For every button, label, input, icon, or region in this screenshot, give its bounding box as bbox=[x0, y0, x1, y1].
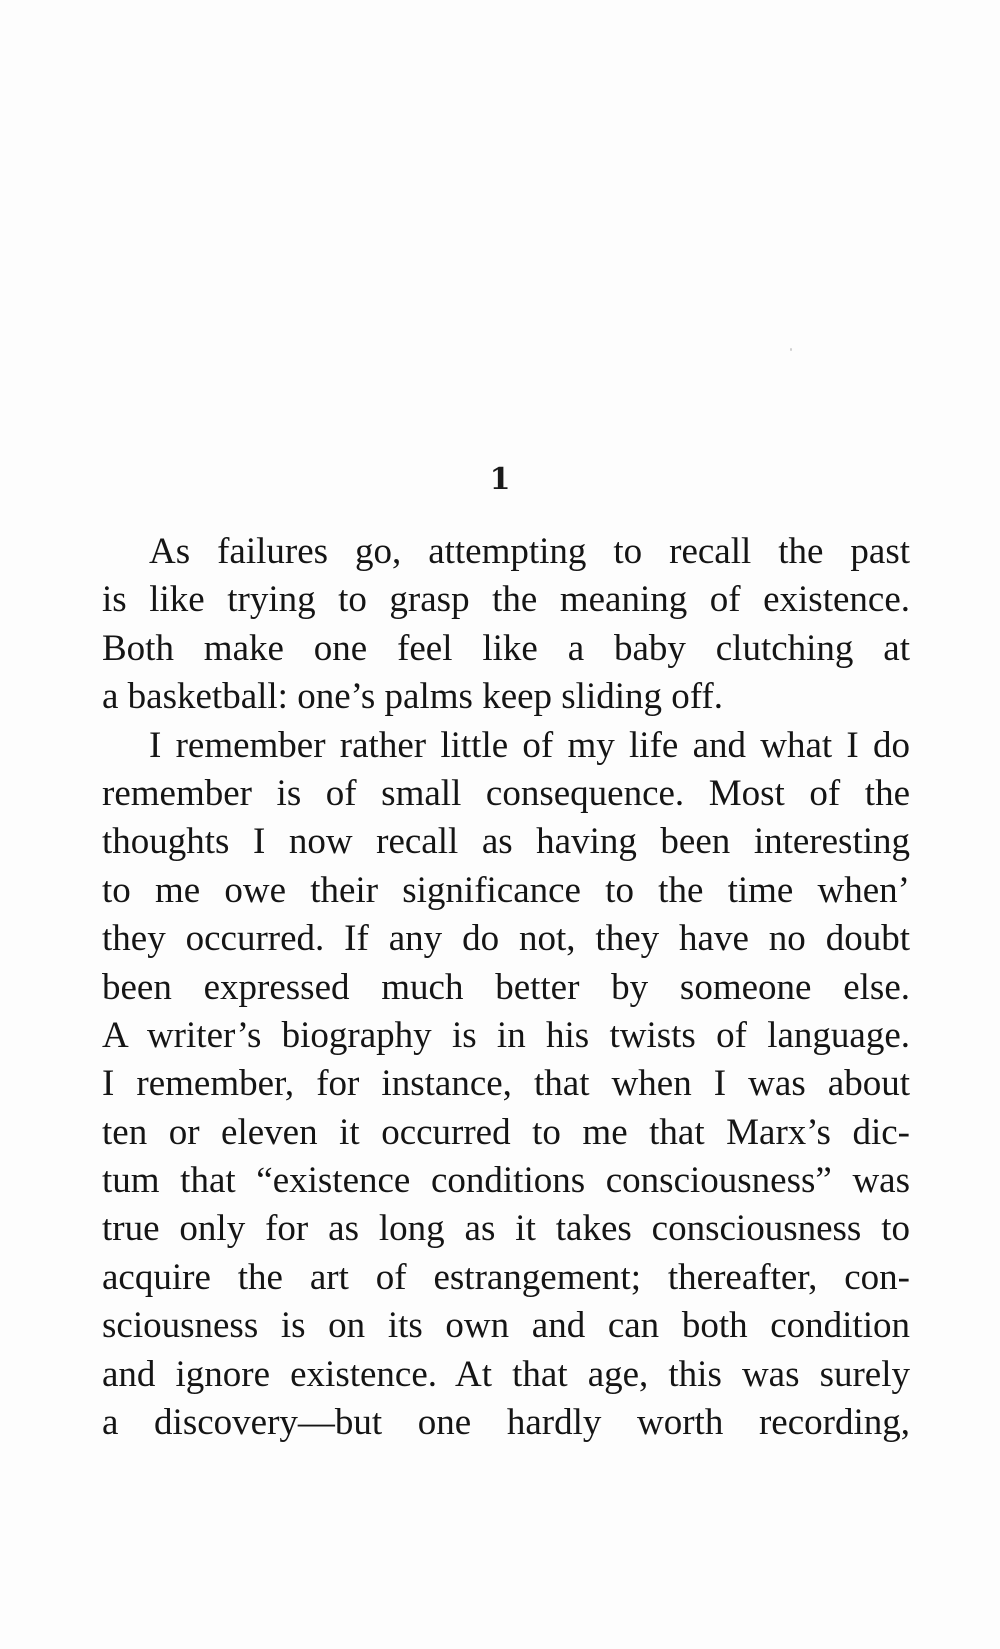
text-line: remember is of small consequence. Most of the bbox=[102, 772, 910, 814]
text-line: tum that “existence conditions consciousness” was bbox=[102, 1160, 910, 1202]
text-line: Both make one feel like a baby clutching at bbox=[102, 627, 910, 669]
text-line: they occurred. If any do not, they have no doubt bbox=[102, 918, 910, 960]
text-line: is like trying to grasp the meaning of existence. bbox=[102, 579, 910, 621]
chapter-number: 1 bbox=[489, 462, 511, 497]
text-line: As failures go, attempting to recall the past bbox=[149, 531, 910, 572]
text-line: acquire the art of estrangement; thereafter, con- bbox=[102, 1256, 910, 1298]
text-line: sciousness is on its own and can both condition bbox=[102, 1305, 910, 1347]
text-line: ten or eleven it occurred to me that Marx’s dic- bbox=[102, 1111, 910, 1153]
text-line: A writer’s biography is in his twists of language. bbox=[102, 1014, 910, 1056]
text-line: to me owe their significance to the time when’ bbox=[102, 869, 910, 911]
paragraph-1 bbox=[102, 528, 910, 722]
text-line: true only for as long as it takes consciousness to bbox=[102, 1208, 910, 1250]
text-line: and ignore existence. At that age, this was surely bbox=[102, 1353, 910, 1395]
text-line: I remember, for instance, that when I was about bbox=[102, 1063, 910, 1105]
text-line: thoughts I now recall as having been interesting bbox=[102, 821, 910, 863]
text-line: a basketball: one’s palms keep sliding off. bbox=[102, 676, 723, 718]
paragraph-2 bbox=[102, 722, 910, 1448]
text-line: a discovery—but one hardly worth recording, bbox=[102, 1402, 910, 1444]
text-line: I remember rather little of my life and what I do bbox=[149, 724, 910, 766]
text-line: been expressed much better by someone else. bbox=[102, 966, 910, 1008]
paper-speck bbox=[790, 348, 792, 351]
body-text bbox=[102, 528, 910, 1447]
